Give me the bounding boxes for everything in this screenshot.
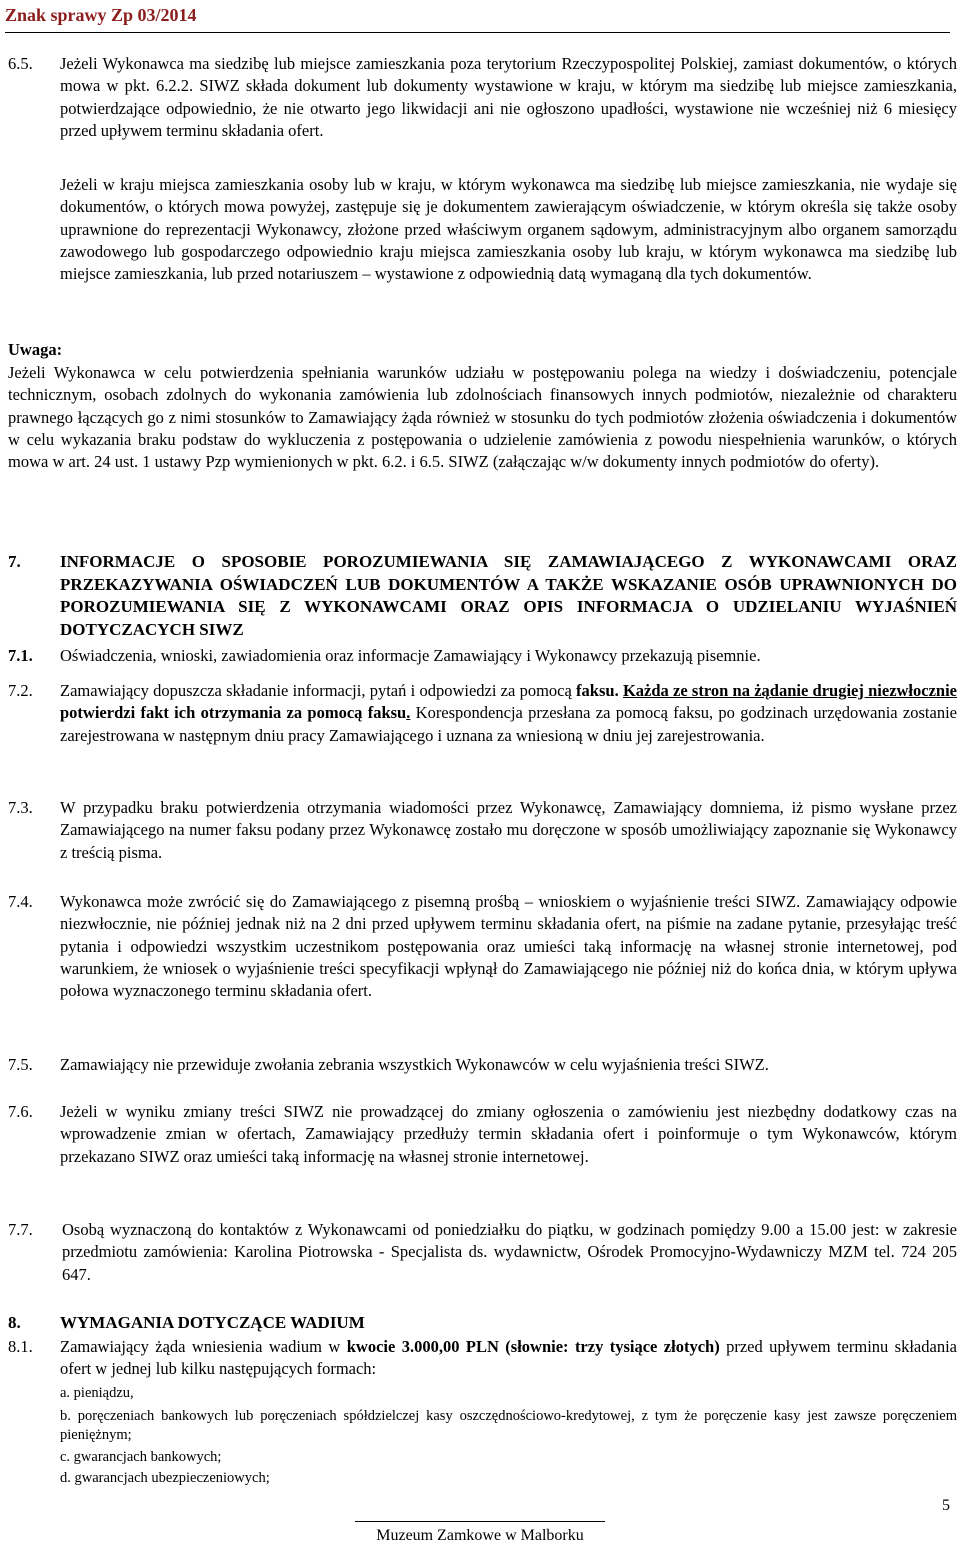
paragraph-7-2: Zamawiający dopuszcza składanie informacji, pytań i odpowiedzi za pomocą faksu. Każda ze stron na żądanie drugiej niezwłocznie potwierdzi fakt ich otrzymania za pomocą faksu. Korespondencja przesłana za pomocą faksu, po godzinach urzędowania zostanie zarejestrowana w następnym dniu pracy Zamawiającego i uznana za wniesioną w dniu jej zarejestrowania. (60, 681, 958, 745)
paragraph-7-3: W przypadku braku potwierdzenia otrzymania wiadomości przez Wykonawcę, Zamawiający domniema, iż pismo wysłane przez Zamawiającego na numer faksu podany przez Wykonawcę zostało mu doręczone w sposób umożliwiający zapoznanie się Wykonawcy z treścią pisma. (60, 798, 957, 862)
paragraph-7-7: Osobą wyznaczoną do kontaktów z Wykonawcami od poniedziałku do piątku, w godzinach pomiędzy 9.00 a 15.00 jest: w zakresie przedmiotu zamówienia: Karolina Piotrowska - Specjalista ds. wydawnictw, Ośrodek Promocyjno-Wydawniczy MZM tel. 724 205 647. (62, 1220, 957, 1284)
footer-divider (355, 1521, 605, 1522)
paragraph-7-6: Jeżeli w wyniku zmiany treści SIWZ nie prowadzącej do zmiany ogłoszenia o zamówieniu jest niezbędny dodatkowy czas na wprowadzenie zmian w ofertach, Zamawiający przedłuży termin składania ofert i poinformuje o tym Wykonawców, którym przekazano SIWZ oraz umieści taką informację na własnej stronie internetowej. (60, 1102, 957, 1166)
section-number-7-1: 7.1. (8, 646, 33, 665)
page-number: 5 (942, 1497, 950, 1514)
form-item: c. gwarancjach bankowych; (60, 1449, 222, 1465)
paragraph-6-5: Jeżeli Wykonawca ma siedzibę lub miejsce zamieszkania poza terytorium Rzeczypospolitej Polskiej, zamiast dokumentów, o których mowa w pkt. 6.2.2. SIWZ składa dokument lub dokumenty wystawione w kraju, w którym ma siedzibę lub miejsce zamieszkania, potwierdzające odpowiednio, że nie otwarto jego likwidacji ani nie ogłoszono upadłości, wystawione nie wcześniej niż 6 miesięcy przed upływem terminu składania ofert. (60, 54, 957, 140)
section-number-7-4: 7.4. (8, 892, 33, 911)
paragraph-7-4: Wykonawca może zwrócić się do Zamawiającego z pisemną prośbą – wnioskiem o wyjaśnienie treści SIWZ. Zamawiający odpowie niezwłocznie, nie później jednak niż na 2 dni przed upływem terminu składania ofert, na piśmie na zadane pytanie, przesyłając treść pytania i odpowiedzi wszystkim uczestnikom postępowania oraz umieści taką informację na własnej stronie internetowej, pod warunkiem, że wniosek o wyjaśnienie treści specyfikacji wpłynął do Zamawiającego nie później niż do końca dnia, w którym upływa połowa wyznaczonego terminu składania ofert. (60, 892, 957, 1001)
form-item: b. poręczeniach bankowych lub poręczeniach spółdzielczej kasy oszczędnościowo-kredytowej, z tym że poręczenie kasy jest zawsze poręczeniem pieniężnym; (60, 1408, 957, 1443)
section-number-7-5: 7.5. (8, 1055, 33, 1074)
section-8-title: WYMAGANIA DOTYCZĄCE WADIUM (60, 1313, 365, 1332)
case-number-header: Znak sprawy Zp 03/2014 (5, 5, 950, 33)
footer-institution: Muzeum Zamkowe w Malborku (376, 1527, 584, 1544)
form-item: a. pieniądzu, (60, 1385, 134, 1401)
section-number-7-3: 7.3. (8, 798, 33, 817)
section-number-6-5: 6.5. (8, 54, 33, 73)
paragraph-7-1: Oświadczenia, wnioski, zawiadomienia oraz informacje Zamawiający i Wykonawcy przekazują pisemnie. (60, 646, 761, 665)
note-text: Jeżeli Wykonawca w celu potwierdzenia spełniania warunków udziału w postępowaniu polega na wiedzy i doświadczeniu, potencjale technicznym, osobach zdolnych do wykonania zamówienia lub zdolnościach finansowych innych podmiotów, niezależnie od charakteru prawnego łączących go z nimi stosunków to Zamawiający żąda również w stosunku do tych podmiotów złożenia oświadczenia i dokumentów w celu wykazania braku podstaw do wykluczenia z postępowania o udzielenie zamówienia z powodu niespełnienia warunków, o których mowa w art. 24 ust. 1 ustawy Pzp wymienionych w pkt. 6.2. i 6.5. SIWZ (załączając w/w dokumenty innych podmiotów do oferty). (8, 363, 957, 472)
form-item: d. gwarancjach ubezpieczeniowych; (60, 1470, 270, 1486)
note-label: Uwaga: (8, 340, 63, 359)
paragraph-7-5: Zamawiający nie przewiduje zwołania zebrania wszystkich Wykonawców w celu wyjaśnienia treści SIWZ. (60, 1055, 769, 1074)
section-number-7: 7. (8, 552, 21, 571)
section-number-8-1: 8.1. (8, 1337, 33, 1356)
paragraph-8-1: Zamawiający żąda wniesienia wadium w kwocie 3.000,00 PLN (słownie: trzy tysiące złotych) przed upływem terminu składania ofert w jednej lub kilku następujących formach: (60, 1337, 957, 1379)
section-number-7-7: 7.7. (8, 1220, 33, 1239)
section-number-7-2: 7.2. (8, 681, 33, 700)
paragraph-6-5-alternative: Jeżeli w kraju miejsca zamieszkania osoby lub w kraju, w którym wykonawca ma siedzibę lub miejsce zamieszkania, nie wydaje się dokumentów, o których mowa powyżej, zastępuje się je dokumentem zawierającym oświadczenie, w którym określa się także osoby uprawnione do reprezentacji Wykonawcy, złożone przed właściwym organem sądowym, administracyjnym albo organem samorządu zawodowego lub gospodarczego odpowiednio kraju miejsca zamieszkania osoby lub kraju, w którym wykonawca ma siedzibę lub miejsce zamieszkania, lub przed notariuszem – wystawione z odpowiednią datą wymaganą dla tych dokumentów. (60, 175, 957, 284)
section-number-7-6: 7.6. (8, 1102, 33, 1121)
section-7-title: INFORMACJE O SPOSOBIE POROZUMIEWANIA SIĘ ZAMAWIAJĄCEGO Z WYKONAWCAMI ORAZ PRZEKAZYWANIA OŚWIADCZEŃ LUB DOKUMENTÓW A TAKŻE WSKAZANIE OSÓB UPRAWNIONYCH DO POROZUMIEWANIA SIĘ Z WYKONAWCAMI ORAZ OPIS INFORMACJA O UDZIELANIU WYJAŚNIEŃ DOTYCZACYCH SIWZ (60, 552, 957, 639)
section-number-8: 8. (8, 1313, 21, 1332)
